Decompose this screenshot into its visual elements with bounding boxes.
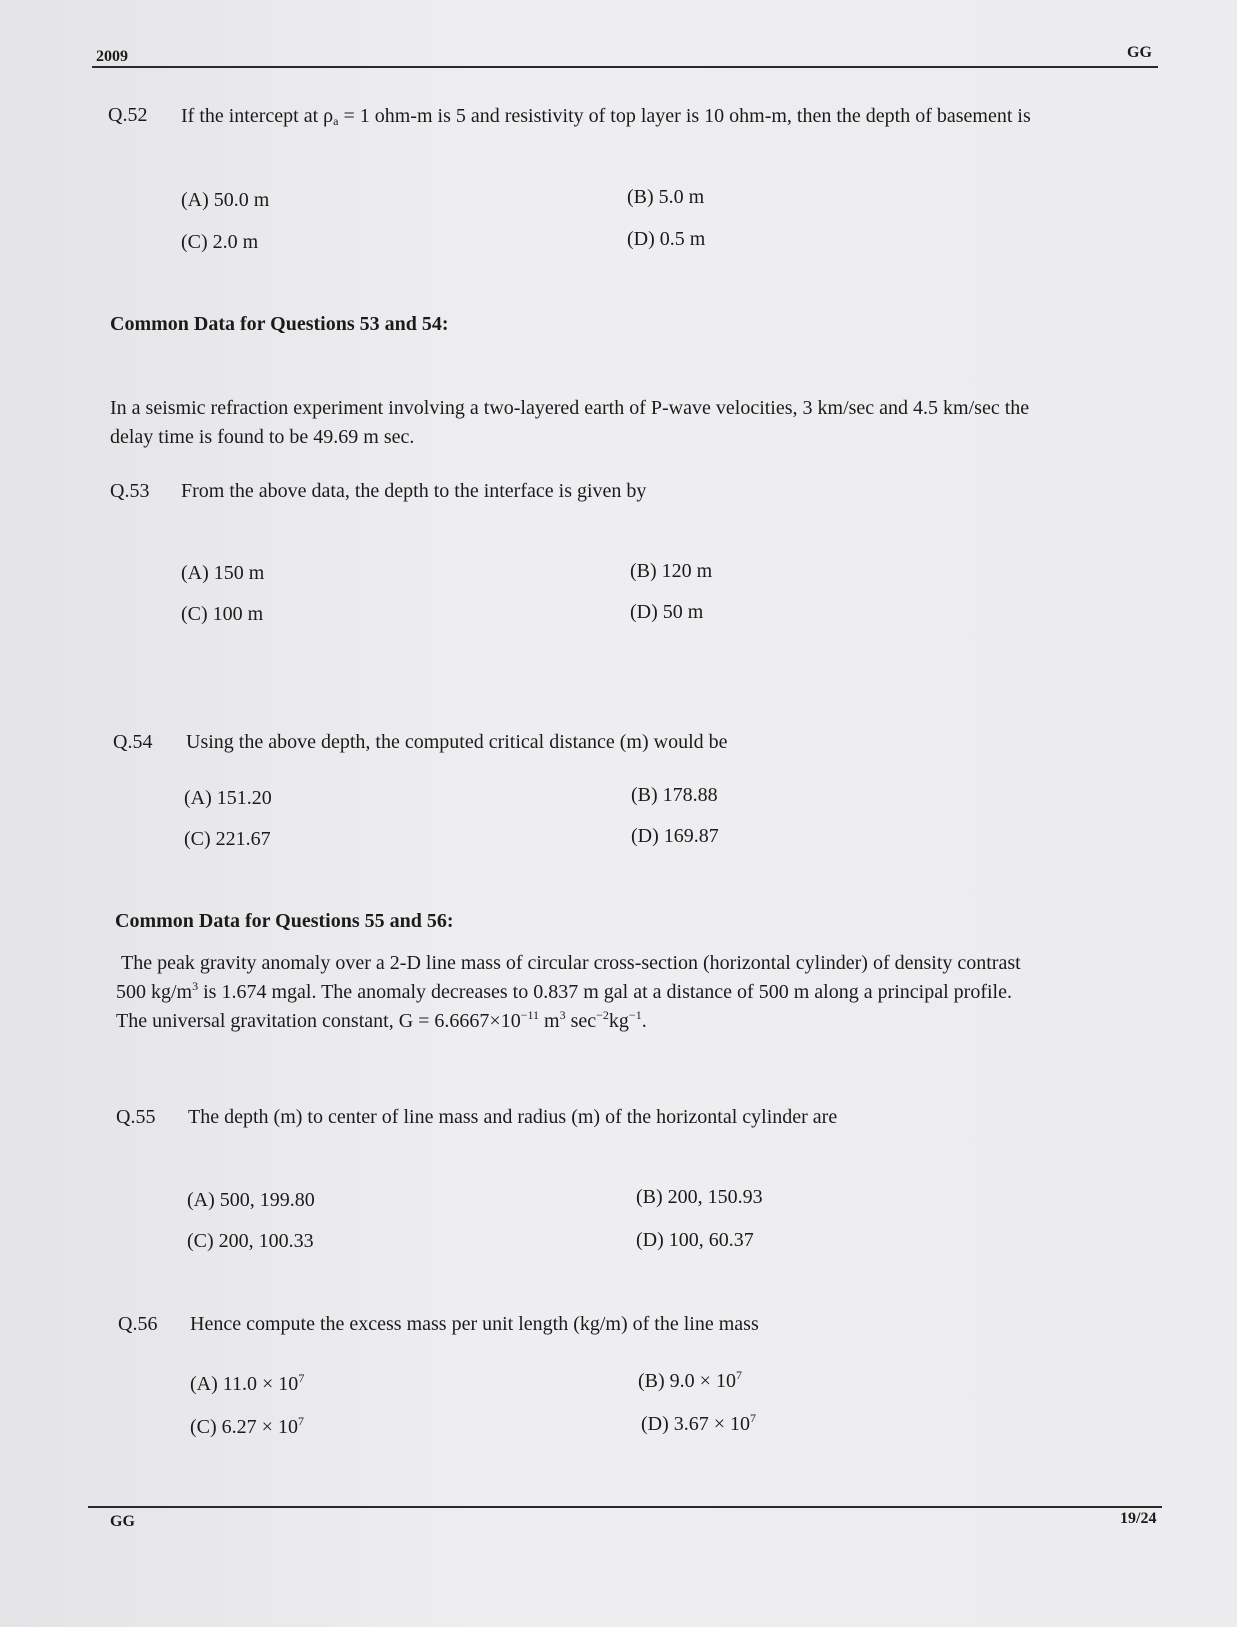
- q56-number: Q.56: [118, 1313, 158, 1335]
- q56-text: Hence compute the excess mass per unit length (kg/m) of the line mass: [190, 1313, 759, 1335]
- header-year: 2009: [96, 48, 128, 65]
- q55-option-a[interactable]: (A) 500, 199.80: [187, 1189, 315, 1211]
- q56-option-c[interactable]: (C) $6.27 \times 10^7$: [190, 1414, 304, 1438]
- q52-option-d[interactable]: (D) 0.5 m: [627, 228, 706, 250]
- q52-number: Q.52: [108, 104, 148, 126]
- q54-option-c[interactable]: (C) 221.67: [184, 828, 271, 850]
- q52-option-b[interactable]: (B) 5.0 m: [627, 186, 705, 208]
- q52-text: If the intercept at $\rho_a = 1$ ohm-m is 5 and resistivity of top layer is 10 ohm-m, then the depth of basement is: [181, 105, 1031, 128]
- common-data-55-56-line-2: 500 $kg/m^3$ is 1.674 mgal. The anomaly decreases to 0.837 m gal at a distance of 500 m along a principal profile.: [116, 979, 1012, 1003]
- q52-option-a[interactable]: (A) 50.0 m: [181, 189, 270, 211]
- q55-option-b[interactable]: (B) 200, 150.93: [636, 1186, 763, 1208]
- header-rule: [92, 66, 1158, 68]
- q56-option-d[interactable]: (D) $3.67 \times 10^7$: [641, 1411, 757, 1435]
- q55-option-c[interactable]: (C) 200, 100.33: [187, 1230, 314, 1252]
- common-data-53-54-text: In a seismic refraction experiment involving a two-layered earth of P-wave velocities, 3 km/sec and 4.5 km/sec the delay time is found to be 49.69 m sec.: [110, 397, 1030, 448]
- q54-number: Q.54: [113, 731, 153, 753]
- header-code: GG: [1127, 44, 1152, 61]
- q54-option-a[interactable]: (A) 151.20: [184, 787, 272, 809]
- common-data-55-56-line-1: The peak gravity anomaly over a 2-D line mass of circular cross-section (horizontal cylinder) of density contrast: [121, 952, 1021, 974]
- common-data-55-56-heading: Common Data for Questions 55 and 56:: [115, 910, 454, 932]
- q56-option-a[interactable]: (A) $11.0 \times 10^7$: [190, 1371, 305, 1395]
- q53-option-a[interactable]: (A) 150 m: [181, 562, 265, 584]
- q56-option-b[interactable]: (B) $9.0 \times 10^7$: [638, 1368, 742, 1392]
- q54-option-b[interactable]: (B) 178.88: [631, 784, 718, 806]
- q53-number: Q.53: [110, 480, 150, 502]
- q53-option-b[interactable]: (B) 120 m: [630, 560, 713, 582]
- q52-option-c[interactable]: (C) 2.0 m: [181, 231, 259, 253]
- common-data-55-56-line-3: The universal gravitation constant, $G = 6.6667\times 10^{-11}$ $m^3$ $\sec^{-2}kg^{-1}$.: [116, 1008, 647, 1032]
- footer-rule: [88, 1506, 1162, 1508]
- q54-text: Using the above depth, the computed critical distance (m) would be: [186, 731, 728, 753]
- q55-option-d[interactable]: (D) 100, 60.37: [636, 1229, 754, 1251]
- q54-option-d[interactable]: (D) 169.87: [631, 825, 719, 847]
- q55-text: The depth (m) to center of line mass and radius (m) of the horizontal cylinder are: [188, 1106, 838, 1128]
- q53-option-d[interactable]: (D) 50 m: [630, 601, 704, 623]
- footer-code: GG: [110, 1513, 135, 1530]
- footer-page-number: 19/24: [1120, 1510, 1157, 1527]
- q53-option-c[interactable]: (C) 100 m: [181, 603, 264, 625]
- q53-text: From the above data, the depth to the interface is given by: [181, 480, 647, 502]
- q55-number: Q.55: [116, 1106, 156, 1128]
- common-data-53-54-heading: Common Data for Questions 53 and 54:: [110, 313, 449, 335]
